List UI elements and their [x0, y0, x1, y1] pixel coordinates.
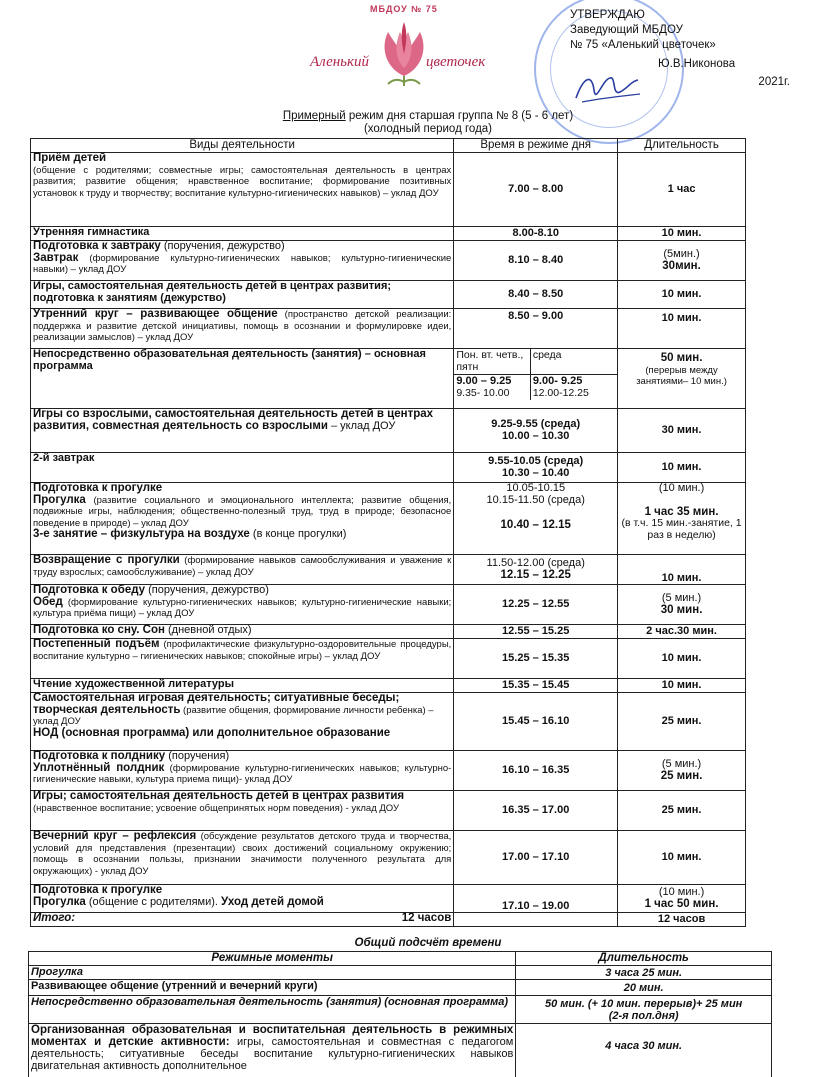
row-time: 16.35 – 17.00	[454, 791, 618, 831]
title-rest: режим дня старшая группа № 8 (5 - 6 лет)	[345, 110, 574, 122]
summary-label: Развивающее общение (утренний и вечерний круги)	[29, 980, 516, 996]
lesson-time: 12.00-12.25	[532, 386, 589, 399]
row-duration-prep: (10 мин.)	[658, 886, 705, 898]
row-time: 8.00-8.10	[454, 227, 618, 241]
row-subtitle: Уход детей домой	[221, 895, 324, 908]
row-time: 10.15-11.50 (среда)	[486, 493, 585, 506]
summary-header-moments: Режимные моменты	[29, 952, 516, 966]
summary-row	[29, 980, 772, 996]
summary-duration: 4 часа 30 мин.	[516, 1024, 772, 1077]
row-duration: 10 мин.	[618, 555, 746, 585]
row-desc: (формирование культурно-гигиенических навыков; культурно-гигиенические навыки) – уклад ДОУ	[33, 252, 452, 275]
approver-position: Заведующий МБДОУ	[570, 24, 683, 36]
row-duration: 10 мин.	[618, 831, 746, 885]
row-title: Приём детей	[33, 152, 107, 164]
row-subtitle: Обед	[33, 595, 63, 608]
row-duration-prep: (5 мин.)	[661, 592, 702, 604]
table-row	[31, 751, 746, 791]
table-row	[31, 693, 746, 751]
total-time: 12 часов	[401, 912, 452, 924]
logo-word-right: цветочек	[426, 54, 486, 70]
summary-header-duration: Длительность	[516, 952, 772, 966]
row-duration-note: (перерыв между занятиями– 10 мин.)	[636, 364, 727, 387]
row-desc: (обсуждение результатов детского труда и творчества, условий для представления (презентации) своих достижений социальному окружению; помощь в осознании пользы, признании значимости полученного результата для окружающих) - уклад ДОУ	[33, 831, 452, 877]
summary-header-row	[29, 952, 772, 966]
row-time: 16.10 – 16.35	[454, 751, 618, 791]
row-title: Подготовка к прогулке	[33, 884, 163, 896]
lesson-time: 9.00 – 9.25	[456, 375, 512, 387]
table-row	[31, 679, 746, 693]
row-subtitle: Завтрак	[33, 251, 79, 264]
table-row	[31, 885, 746, 913]
row-title: Утренняя гимнастика	[31, 227, 454, 241]
row-title: Вечерний круг – рефлексия	[33, 830, 197, 842]
approval-block	[570, 8, 810, 90]
row-duration: 10 мин.	[618, 309, 746, 349]
row-title-rest: (поручения)	[165, 750, 230, 762]
summary-duration-note: (2-я пол.дня)	[608, 1009, 679, 1022]
table-row	[31, 831, 746, 885]
lesson-days-grid	[454, 349, 617, 400]
table-row	[31, 409, 746, 453]
row-time: 15.25 – 15.35	[454, 639, 618, 679]
kindergarten-logo	[308, 4, 498, 104]
row-time: 10.05-10.15	[506, 482, 566, 494]
row-title: Чтение художественной литературы	[31, 679, 454, 693]
row-title: Подготовка ко сну. Сон	[33, 624, 165, 636]
row-time: 15.45 – 16.10	[454, 693, 618, 751]
header-time: Время в режиме дня	[454, 139, 618, 153]
approver-org: № 75 «Аленький цветочек»	[570, 39, 716, 51]
summary-row	[29, 1024, 772, 1077]
row-desc: (нравственное воспитание; усвоение общепринятых норм поведения) - уклад ДОУ	[33, 802, 400, 814]
summary-desc: игры, самостоятельная и совместная с педагогом деятельность; ситуативные беседы воспитание культурно-гигиенических навыков двигательная активность дополнительное	[31, 1036, 514, 1072]
row-desc: (пространство детской реализации: поддержка и развитие детской инициативы, помощь в осознании и формулировке идеи, реализации замыслов) – уклад ДОУ	[33, 309, 452, 343]
document-title	[0, 110, 816, 136]
row-time: 9.55-10.05 (среда)	[488, 455, 584, 467]
summary-row	[29, 996, 772, 1024]
row-duration-prep: (5мин.)	[663, 248, 700, 260]
days-wednesday: среда	[530, 349, 617, 375]
row-title: Подготовка к полднику	[33, 750, 166, 762]
row-title-rest: (поручения, дежурство)	[145, 584, 269, 596]
summary-label: Прогулка	[29, 966, 516, 980]
row-duration: 25 мин.	[660, 769, 703, 782]
header-activity: Виды деятельности	[31, 139, 454, 153]
table-row	[31, 309, 746, 349]
row-desc: (развитие социального и эмоционального интеллекта; развитие общения, подвижные игры, наблюдения; общественно-полезный труд, труд в природе; безопасное поведение в природе) – уклад ДОУ	[33, 494, 452, 529]
row-subtitle: НОД (основная программа) или дополнительное образование	[33, 726, 391, 739]
row-desc: (развитие общения, формирование личности ребенка) – уклад ДОУ	[33, 704, 434, 727]
summary-duration: 20 мин.	[516, 980, 772, 996]
row-subtitle: Уплотнённый полдник	[33, 761, 165, 774]
summary-table	[28, 951, 772, 1077]
row-title: Игры, самостоятельная деятельность детей в центрах развития; подготовка к занятиям (дежурство)	[31, 281, 454, 309]
row-desc: (формирование культурно-гигиенических навыков; культурно-гигиенические навыки, культура приема пищи)- уклад ДОУ	[33, 762, 452, 785]
row-subtitle: Прогулка	[33, 493, 86, 506]
table-row	[31, 791, 746, 831]
row-time: 15.35 – 15.45	[454, 679, 618, 693]
row-title: Игры; самостоятельная деятельность детей в центрах развития	[33, 790, 405, 802]
logo-ring-text: МБДОУ № 75	[370, 4, 438, 14]
row-duration: 10 мин.	[618, 639, 746, 679]
row-time: 9.25-9.55 (среда)	[491, 418, 581, 430]
row-title: Возвращение с прогулки	[33, 554, 180, 566]
row-title: Подготовка к прогулке	[33, 482, 163, 494]
row-desc: (формирование культурно-гигиенических навыков; культурно-гигиенические навыки; культура приёма пищи) – уклад ДОУ	[33, 596, 452, 619]
table-row	[31, 349, 746, 409]
row-time: 11.50-12.00 (среда)	[486, 557, 585, 569]
summary-title: Общий подсчёт времени	[354, 937, 502, 949]
row-duration: 30 мин.	[618, 409, 746, 453]
table-row	[31, 241, 746, 281]
total-row	[31, 913, 746, 927]
summary-label: Организованная образовательная и воспитательная деятельность в режимных моментах и детские активности:	[31, 1024, 514, 1048]
row-duration: 50 мин.	[660, 352, 703, 364]
table-row	[31, 555, 746, 585]
approver-name: Ю.В.Никонова	[658, 58, 736, 70]
approve-label: УТВЕРЖДАЮ	[570, 9, 645, 21]
row-duration: 30 мин.	[660, 603, 703, 616]
schedule-table	[30, 138, 746, 927]
row-duration: 1 час	[618, 153, 746, 227]
row-title: Подготовка к обеду	[33, 584, 146, 596]
row-title: Непосредственно образовательная деятельность (занятия) – основная программа	[31, 349, 454, 409]
row-duration: 10 мин.	[618, 679, 746, 693]
days-regular: Пон. вт. четв., пятн	[454, 349, 530, 375]
row-time: 12.25 – 12.55	[454, 585, 618, 625]
table-row	[31, 227, 746, 241]
row-desc: (формирование навыков самообслуживания и уважение к труду взрослых; самообслуживание) – уклад ДОУ	[33, 555, 452, 578]
row-time: 10.30 – 10.40	[502, 466, 570, 479]
header-duration: Длительность	[618, 139, 746, 153]
row-time: 7.00 – 8.00	[454, 153, 618, 227]
row-title: Утренний круг – развивающее общение	[33, 308, 278, 320]
row-time: 8.10 – 8.40	[454, 241, 618, 281]
row-title: Постепенный подъём	[33, 638, 160, 650]
flower-icon	[374, 18, 434, 88]
row-subtitle: 3-е занятие – физкультура на воздухе	[33, 528, 250, 540]
row-duration: 25 мин.	[618, 693, 746, 751]
row-time: 8.40 – 8.50	[454, 281, 618, 309]
row-time: 10.40 – 12.15	[500, 519, 571, 531]
row-desc: (профилактические физкультурно-оздоровительные процедуры, воспитание культурно – гигиенических навыков; спокойные игры) – уклад ДОУ	[33, 639, 452, 662]
summary-duration: 3 часа 25 мин.	[516, 966, 772, 980]
row-duration-prep: (10 мин.)	[658, 482, 705, 494]
row-time: 8.50 – 9.00	[454, 309, 618, 349]
lesson-time: 9.00- 9.25	[532, 375, 583, 387]
row-time: 17.00 – 17.10	[454, 831, 618, 885]
title-period: (холодный период года)	[363, 123, 493, 135]
row-title-rest: (в конце прогулки)	[249, 528, 347, 540]
row-duration: 25 мин.	[618, 791, 746, 831]
total-label: Итого:	[33, 912, 76, 924]
summary-label: Непосредственно образовательная деятельность (занятия) (основная программа)	[29, 996, 516, 1024]
row-duration: 2 час.30 мин.	[618, 625, 746, 639]
table-row	[31, 153, 746, 227]
table-row	[31, 453, 746, 483]
table-row	[31, 585, 746, 625]
row-time: 17.10 – 19.00	[454, 885, 618, 913]
row-desc: – уклад ДОУ	[327, 419, 396, 432]
table-row	[31, 625, 746, 639]
total-duration: 12 часов	[618, 913, 746, 927]
row-duration: 30мин.	[662, 259, 701, 272]
row-title: Самостоятельная игровая деятельность; ситуативные беседы; творческая деятельность	[33, 692, 400, 716]
row-title-rest: (поручения, дежурство)	[160, 240, 285, 252]
row-title: 2-й завтрак	[31, 453, 454, 483]
table-header-row	[31, 139, 746, 153]
row-title-rest: (дневной отдых)	[164, 624, 252, 636]
row-subtitle: Прогулка	[33, 895, 86, 908]
row-duration: 1 час 35 мин.	[644, 505, 719, 518]
row-time: 12.15 – 12.25	[500, 568, 571, 581]
table-row	[31, 281, 746, 309]
logo-word-left: Аленький	[310, 54, 370, 70]
row-time: 10.00 – 10.30	[502, 429, 570, 442]
row-desc: (общение с родителями).	[85, 895, 222, 908]
row-duration-prep: (5 мин.)	[661, 758, 702, 770]
row-duration: 1 час 50 мин.	[644, 897, 719, 910]
row-duration-note: (в т.ч. 15 мин.-занятие, 1 раз в неделю)	[621, 517, 742, 541]
row-time: 12.55 – 15.25	[454, 625, 618, 639]
title-underlined: Примерный	[282, 110, 346, 122]
approval-date: 2021г.	[758, 76, 790, 88]
row-duration: 10 мин.	[618, 453, 746, 483]
summary-duration: 50 мин. (+ 10 мин. перерыв)+ 25 мин	[544, 997, 743, 1010]
row-desc: (общение с родителями; совместные игры; самостоятельная деятельность в центрах развития; развитие общения; нравственное воспитание; формирование позитивных установок к труду и творчеству; воспитание культурно-гигиенических навыков) – уклад ДОУ	[33, 164, 452, 199]
row-duration: 10 мин.	[618, 227, 746, 241]
row-duration: 10 мин.	[618, 281, 746, 309]
row-title: Подготовка к завтраку	[33, 240, 161, 252]
table-row	[31, 639, 746, 679]
row-title: Игры со взрослыми, самостоятельная деятельность детей в центрах развития, совместная деятельность со взрослыми	[33, 408, 434, 432]
lesson-time: 9.35- 10.00	[456, 386, 510, 399]
table-row	[31, 483, 746, 555]
summary-row	[29, 966, 772, 980]
